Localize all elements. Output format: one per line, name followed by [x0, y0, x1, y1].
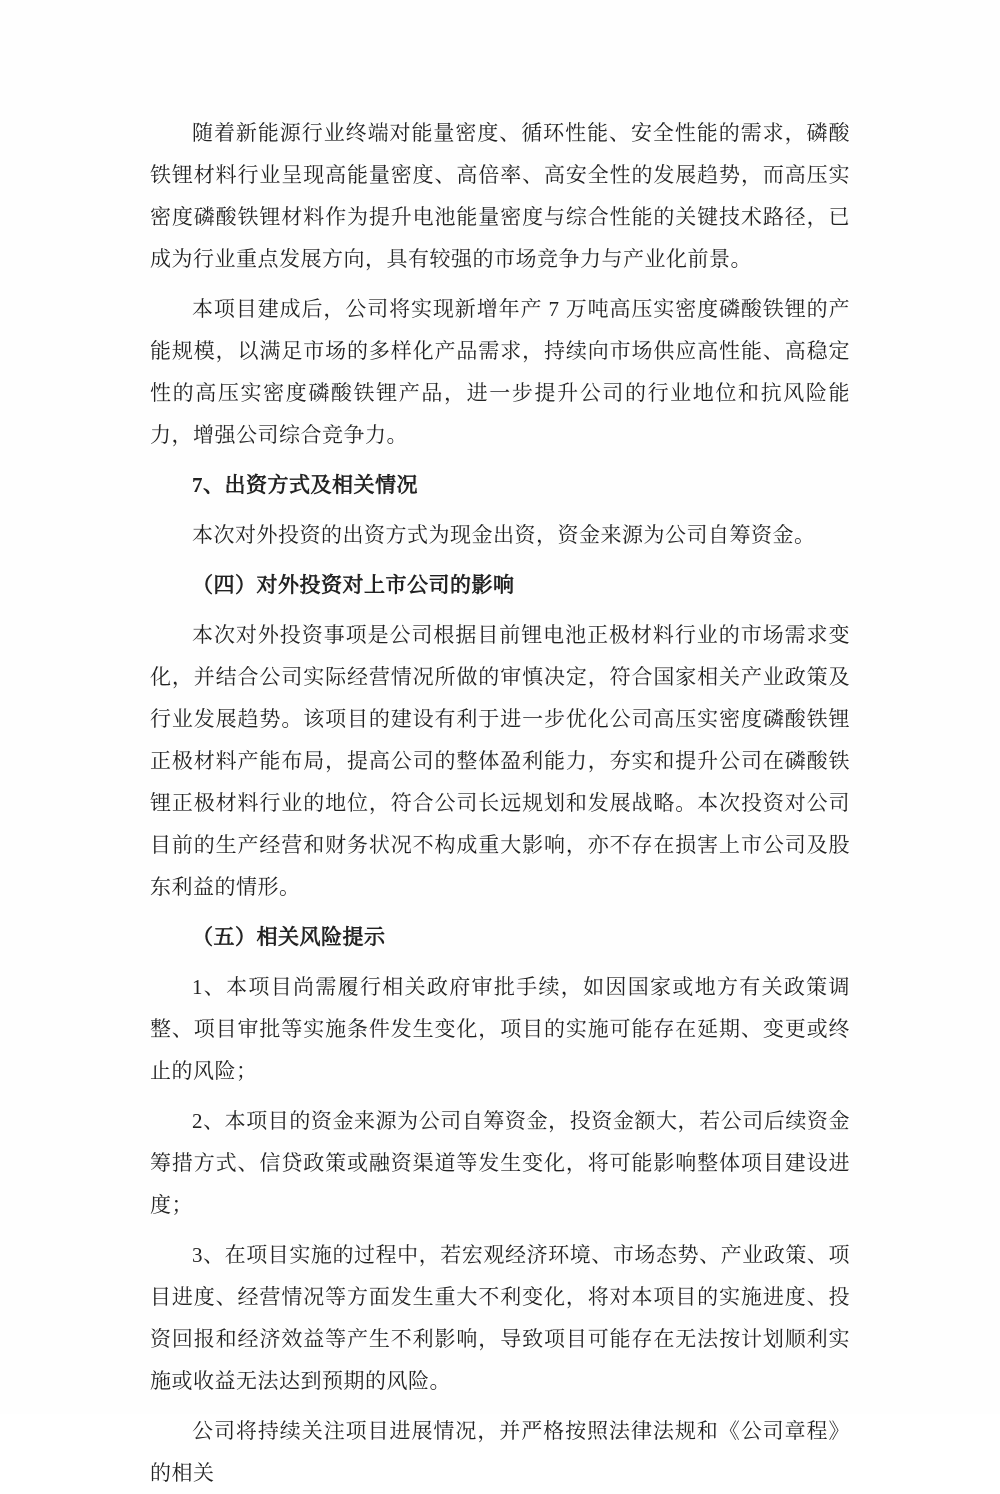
body-paragraph: 本次对外投资事项是公司根据目前锂电池正极材料行业的市场需求变化，并结合公司实际经营情况所做的审慎决定，符合国家相关产业政策及行业发展趋势。该项目的建设有利于进一步优化公司高压实密度磷酸铁锂正极材料产能布局，提高公司的整体盈利能力，夯实和提升公司在磷酸铁锂正极材料行业的地位，符合公司长远规划和发展战略。本次投资对公司目前的生产经营和财务状况不构成重大影响，亦不存在损害上市公司及股东利益的情形。	[150, 623, 850, 899]
document-body	[150, 112, 850, 1494]
body-paragraph: 3、在项目实施的过程中，若宏观经济环境、市场态势、产业政策、项目进度、经营情况等方面发生重大不利变化，将对本项目的实施进度、投资回报和经济效益等产生不利影响，导致项目可能存在无法按计划顺利实施或收益无法达到预期的风险。	[150, 1243, 850, 1393]
body-paragraph: 随着新能源行业终端对能量密度、循环性能、安全性能的需求，磷酸铁锂材料行业呈现高能量密度、高倍率、高安全性的发展趋势，而高压实密度磷酸铁锂材料作为提升电池能量密度与综合性能的关键技术路径，已成为行业重点发展方向，具有较强的市场竞争力与产业化前景。	[150, 121, 850, 271]
body-paragraph: 1、本项目尚需履行相关政府审批手续，如因国家或地方有关政策调整、项目审批等实施条件发生变化，项目的实施可能存在延期、变更或终止的风险；	[150, 975, 850, 1083]
body-paragraph: 公司将持续关注项目进展情况，并严格按照法律法规和《公司章程》的相关	[150, 1419, 850, 1485]
section-heading: 7、出资方式及相关情况	[192, 473, 418, 497]
body-paragraph: 本次对外投资的出资方式为现金出资，资金来源为公司自筹资金。	[192, 523, 816, 547]
section-heading: （四）对外投资对上市公司的影响	[192, 573, 515, 597]
body-paragraph: 本项目建成后，公司将实现新增年产 7 万吨高压实密度磷酸铁锂的产能规模，以满足市场的多样化产品需求，持续向市场供应高性能、高稳定性的高压实密度磷酸铁锂产品，进一步提升公司的行业地位和抗风险能力，增强公司综合竞争力。	[150, 297, 850, 447]
body-paragraph: 2、本项目的资金来源为公司自筹资金，投资金额大，若公司后续资金筹措方式、信贷政策或融资渠道等发生变化，将可能影响整体项目建设进度；	[150, 1109, 850, 1217]
section-heading: （五）相关风险提示	[192, 925, 386, 949]
